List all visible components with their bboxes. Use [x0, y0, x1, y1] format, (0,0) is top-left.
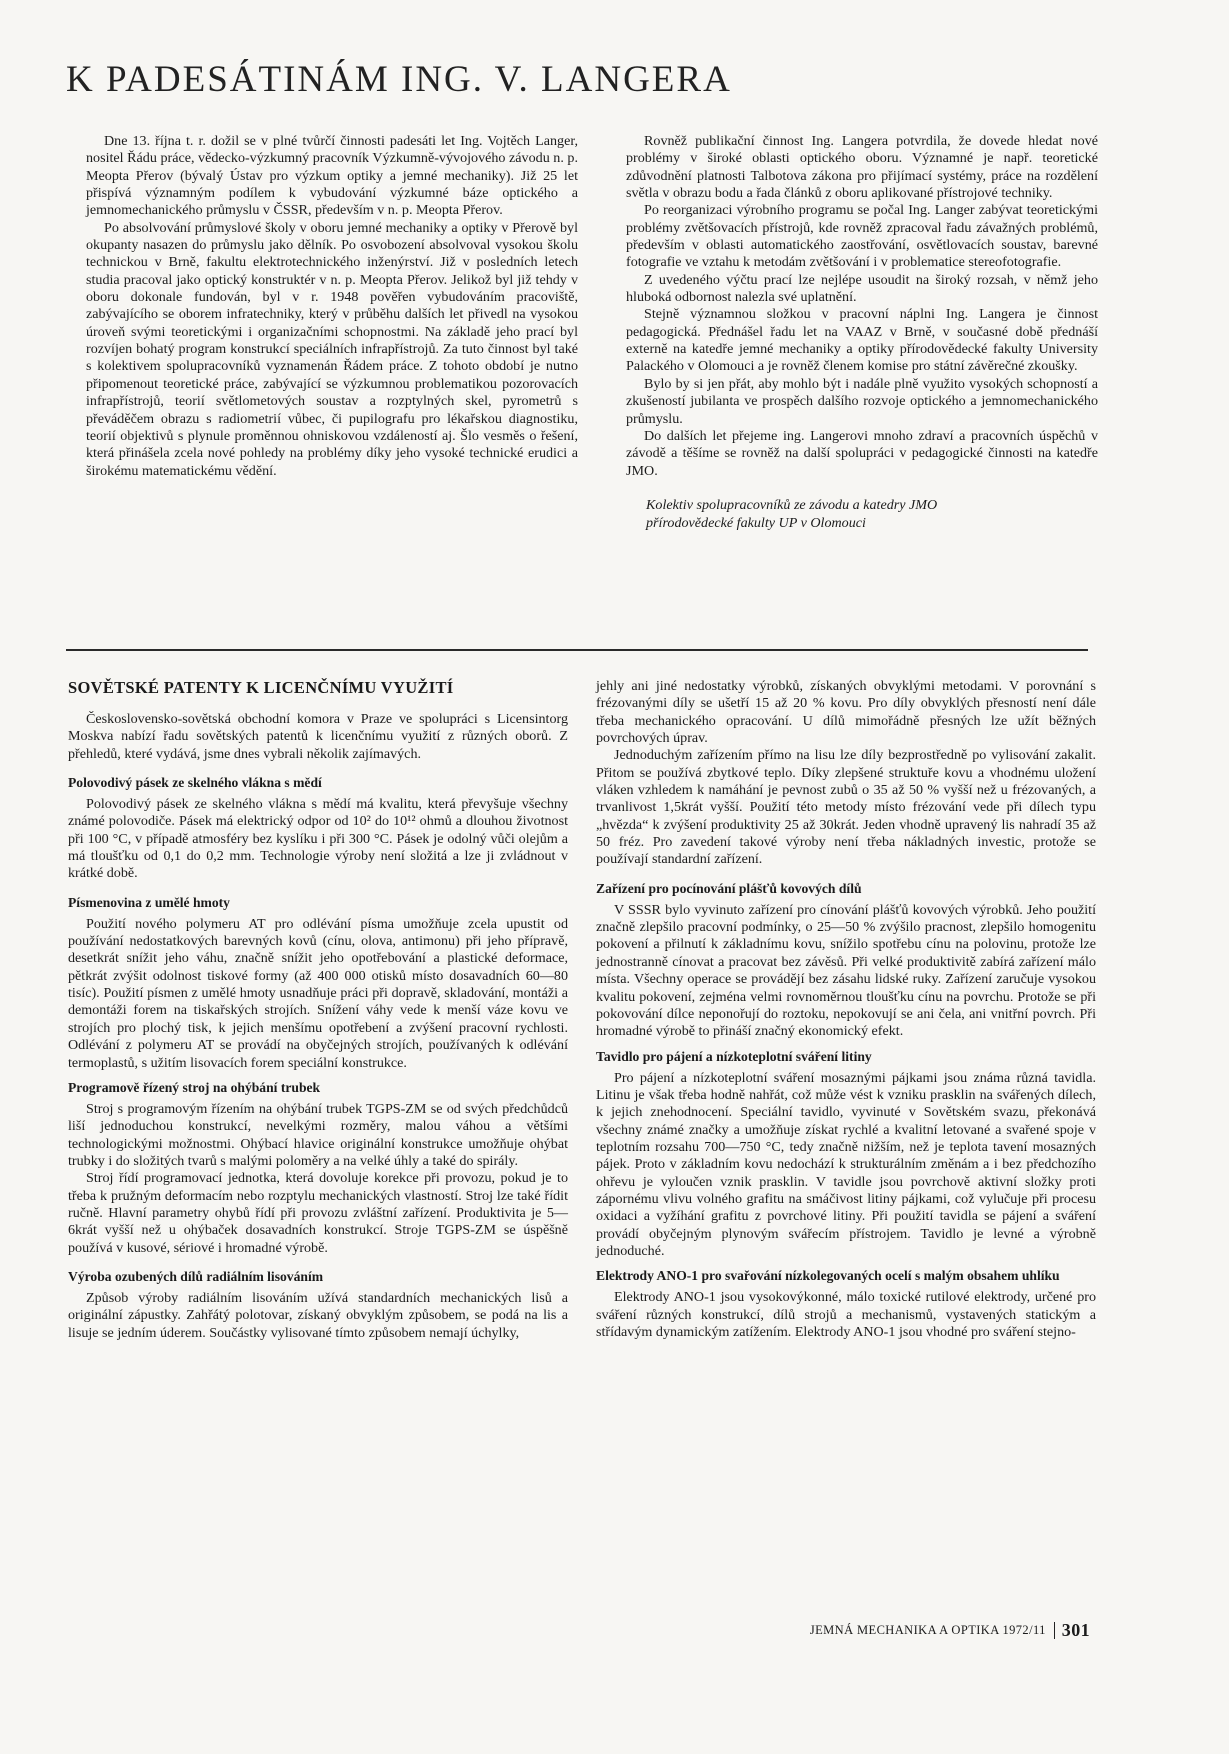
patent-paragraph: Stroj s programovým řízením na ohýbání trubek TGPS-ZM se od svých předchůdců liší jednoduchou konstrukcí, nevelkými rozměry, malou váhou a většími technologickými možnostmi. Ohýbací hlavice originální konstrukce umožňuje ohýbat trubky i do složitých tvarů s malými poloměry a na velké úhly a také do spirály. — [68, 1100, 568, 1169]
page-footer — [770, 1620, 1090, 1641]
signature-line-1: Kolektiv spolupracovníků ze závodu a katedry JMO — [646, 496, 938, 513]
subheading-tinning-device: Zařízení pro pocínování plášťů kovových dílů — [596, 880, 862, 896]
subheading-radial-pressing: Výroba ozubených dílů radiálním lisováním — [68, 1268, 324, 1284]
page-number: 301 — [1061, 1620, 1090, 1640]
subheading-flux: Tavidlo pro pájení a nízkoteplotní sváření litiny — [596, 1048, 872, 1064]
patent-paragraph: Stroj řídí programovací jednotka, která dovoluje korekce při provozu, pokud je to třeba k pružným deformacím nebo rozptylu mechanických vlastností. Stroj lze také řídit ručně. Hlavní parametry ohybů řídí při provozu zvláštní zařízení. Produktivita je 5—6krát vyšší než u ohýbaček dosavadních konstrukcí. Stroje TGPS-ZM se úspěšně používá v kusové, sériové i hromadné výrobě. — [68, 1170, 568, 1256]
signature-line-2: přírodovědecké fakulty UP v Olomouci — [646, 514, 866, 531]
section-divider — [66, 649, 1088, 651]
tribute-right-column — [626, 133, 1098, 532]
tribute-left-column — [86, 133, 578, 480]
footer-divider — [1054, 1622, 1055, 1639]
subheading-electrodes: Elektrody ANO-1 pro svařování nízkolegovaných ocelí s malým obsahem uhlíku — [596, 1268, 1060, 1284]
patent-paragraph: Polovodivý pásek ze skelného vlákna s mědí má kvalitu, která převyšuje všechny známé polovodiče. Pásek má elektrický odpor od 10² do 10¹² ohmů a dlouhou životnost při 100 °C, v případě atmosféry bez kyslíku i při 300 °C. Pásek je odolný vůči olejům a má tloušťku od 0,1 do 0,2 mm. Technologie výroby není složitá a lze ji zvládnout v krátké době. — [68, 796, 568, 882]
patents-left-column — [68, 678, 568, 1342]
journal-name: JEMNÁ MECHANIKA A OPTIKA 1972/11 — [809, 1623, 1046, 1637]
tribute-paragraph: Rovněž publikační činnost Ing. Langera potvrdila, že dovede hledat nové problémy v široké oblasti optického oboru. Významné je např. teoretické zdůvodnění platnosti Talbotova zákona pro přijímací systémy, práce na rozdělení světla v obrazu bodu a řada článků z oboru aplikované přístrojové techniky. — [626, 133, 1098, 202]
patent-paragraph: V SSSR bylo vyvinuto zařízení pro cínování plášťů kovových výrobků. Jeho použití značně zlepšilo pracovní podmínky, o 25—50 % zvýšilo pracnost, zlepšilo homogenitu pokovení a přilnutí k základnímu kovu, snížilo spotřebu cínu na polovinu, protože lze jednostranně cínovat a pracovat bez závěsů. Při velké produktivitě zabírá zařízení málo místa. Všechny operace se provádějí bez zásahu lidské ruky. Zařízení zaručuje vysokou kvalitu pokovení, zejména velmi rovnoměrnou tloušťku cínu na povrchu. Protože se při pokovování dílce neponořují do roztoku, nepokovují se ani čela, ani vnitřní povrch. Při hromadné výrobě to přináší značný ekonomický efekt. — [596, 901, 1096, 1040]
patent-paragraph: Jednoduchým zařízením přímo na lisu lze díly bezprostředně po vylisování zakalit. Přitom se používá zbytkové teplo. Díky zlepšené struktuře kovu a vhodnému uložení vláken vzhledem k namáhání je pevnost zubů o 35 až 50 % vyšší než u frézovaných, a trvanlivost 1,5krát vyšší. Použití této metody místo frézování vede při dílech typu „hvězda“ k zvýšení produktivity 25 až 30krát. Jeden vhodně upravený lis nahradí 35 až 50 fréz. Pro zavedení takové výroby není třeba nákladných investic, protože se používají standardní zařízení. — [596, 747, 1096, 868]
tribute-paragraph: Bylo by si jen přát, aby mohlo být i nadále plně využito vysokých schopností a zkušeností jubilanta ve prospěch dalšího rozvoje optického a jemnomechanického průmyslu. — [626, 375, 1098, 427]
patent-paragraph-continued: jehly ani jiné nedostatky výrobků, získaných obvyklými metodami. V porovnání s frézovanými díly se ušetří 15 až 20 % kovu. Pro díly obvyklých přesností není dále třeba mechanického opracování. U dílů mimořádně přesných lze užít běžných povrchových úprav. — [596, 678, 1096, 747]
patent-paragraph: Pro pájení a nízkoteplotní sváření mosaznými pájkami jsou známa různá tavidla. Litinu je však třeba hodně nahřát, což může vést k vzniku prasklin na svářených dílech, k jejich znehodnocení. Speciální tavidlo, vyvinuté v Sovětském svazu, překonává všechny známé značky a umožňuje získat rychlé a kvalitní letované a svařené spoje v teplotním rozsahu 700—750 °C, tedy značně nižším, než je teplota tavení mosazných pájek. Proto v základním kovu nedochází k strukturálním změnám a i bez předchozího ohřevu je vyloučen vznik prasklin. V tavidle jsou povrchově aktivní složky proti zápornému vlivu volného grafitu na smáčivost litiny pájkami, což vylučuje při procesu oxidaci a vyžíhání grafitu z povrchové litiny. Při použití tavidla se pájení a sváření provádí obyčejným plynovým svářecím přístrojem. Tavidlo je levné a výrobně jednoduché. — [596, 1069, 1096, 1259]
tribute-paragraph: Po reorganizaci výrobního programu se počal Ing. Langer zabývat teoretickými problémy zvětšovacích přístrojů, kde rovněž zpracoval řadu závažných problémů, především v oblasti automatického zaostřování, osvětlovacích soustav, barevné fotografie ve vztahu k metodám zvětšování i v problematice stereofotografie. — [626, 202, 1098, 271]
tribute-paragraph: Stejně významnou složkou v pracovní náplni Ing. Langera je činnost pedagogická. Přednášel řadu let na VAAZ v Brně, v současné době přednáší externě na katedře jemné mechaniky a optiky přírodovědecké fakulty University Palackého v Olomouci a je rovněž členem komise pro státní závěrečné zkoušky. — [626, 306, 1098, 375]
patents-intro: Československo-sovětská obchodní komora v Praze ve spolupráci s Licensintorg Moskva nabízí řadu sovětských patentů k licenčnímu využití z různých oborů. Z přehledů, které vydává, jsme dnes vybrali několik zajímavých. — [68, 711, 568, 762]
tribute-paragraph: Do dalších let přejeme ing. Langerovi mnoho zdraví a pracovních úspěchů v závodě a těšíme se rovněž na další spolupráci v pedagogické činnosti na katedře JMO. — [626, 427, 1098, 479]
subheading-plastic-type: Písmenovina z umělé hmoty — [68, 894, 230, 910]
patent-paragraph: Způsob výroby radiálním lisováním užívá standardních mechanických lisů a originální zápustky. Zahřátý polotovar, získaný obvyklým způsobem, se podá na lis a lisuje se jedním úderem. Součástky vylisované tímto způsobem nemají úchylky, — [68, 1289, 568, 1341]
article-title: K PADESÁTINÁM ING. V. LANGERA — [66, 59, 732, 100]
patents-right-column — [596, 678, 1096, 1341]
subheading-tube-bending-machine: Programově řízený stroj na ohýbání trubek — [68, 1079, 321, 1095]
patent-paragraph: Elektrody ANO-1 jsou vysokovýkonné, málo toxické rutilové elektrody, určené pro sváření různých konstrukcí, dílů strojů a mechanismů, vystavených statickým a střídavým dynamickým zatížením. Elektrody ANO-1 jsou vhodné pro sváření stejno- — [596, 1289, 1096, 1340]
subheading-semiconductor-tape: Polovodivý pásek ze skelného vlákna s mědí — [68, 775, 322, 791]
tribute-paragraph: Z uvedeného výčtu prací lze nejlépe usoudit na široký rozsah, v němž jeho hluboká odbornost nalezla své uplatnění. — [626, 271, 1098, 306]
patent-paragraph: Použití nového polymeru AT pro odlévání písma umožňuje zcela upustit od používání nedostatkových barevných kovů (cínu, olova, antimonu) při jeho přípravě, desetkrát snížit jeho váhu, značně snížit jeho opotřebování a plastické deformace, pětkrát zvýšit odolnost tiskové formy (až 400 000 otisků místo dosavadních 60—80 tisíc). Použití písmen z umělé hmoty usnadňuje práci při dopravě, skladování, montáži a demontáži forem na tiskařských strojích. Snížení váhy vede k menší váze kovu ve strojích pro plochý tisk, k jejich menšímu opotřebení a zvýšení pracovní rychlosti. Odlévání z polymeru AT se provádí na obyčejných strojích, používaných k odlévání termoplastů, s užitím lisovacích forem speciální konstrukce. — [68, 915, 568, 1071]
signature — [626, 496, 1098, 532]
tribute-paragraph: Dne 13. října t. r. dožil se v plné tvůrčí činnosti padesáti let Ing. Vojtěch Langer, nositel Řádu práce, vědecko-výzkumný pracovník Výzkumně-vývojového závodu n. p. Meopta Přerov (bývalý Ústav pro výzkum optiky a jemné mechaniky). Již 25 let přispívá významným podílem k vybudování výzkumné báze optického a jemnomechanického průmyslu v ČSSR, především v n. p. Meopta Přerov. — [86, 133, 578, 219]
tribute-paragraph: Po absolvování průmyslové školy v oboru jemné mechaniky a optiky v Přerově byl okupanty nasazen do průmyslu jako dělník. Po osvobození absolvoval vysokou školu technickou v Brně, fakultu elektrotechnického inženýrství. Již v posledních letech studia pracoval jako optický konstruktér v n. p. Meopta Přerov. Jelikož byl již tehdy v oboru dokonale fundován, byl v r. 1948 pověřen vybudováním pracoviště, zabývajícího se oborem infratechniky, který v průběhu dalších let přivedl na vysokou úroveň svými teoretickými i organizačními schopnostmi. Na základě jeho prací byl rozvíjen bohatý program konstrukcí speciálních infrapřístrojů. Za tuto činnost byl také s kolektivem spolupracovníků vyznamenán Řádem práce. Z tohoto období je nutno připomenout teoretické práce, zabývající se výzkumnou problematikou pozorovacích infrapřístrojů, teorií světlometových soustav a rozptylných skel, pyrometrů s převáděčem obrazu s radiometrií vůbec, či pupilografu pro lékařskou diagnostiku, teorií objektivů s plynule proměnnou ohniskovou vzdáleností aj. Šlo vesměs o řešení, která přinášela zcela nové pohledy na problémy díky jeho vysoké technické erudici a širokému matematickému vědění. — [86, 219, 578, 479]
patents-section-title: SOVĚTSKÉ PATENTY K LICENČNÍMU VYUŽITÍ — [68, 678, 454, 697]
